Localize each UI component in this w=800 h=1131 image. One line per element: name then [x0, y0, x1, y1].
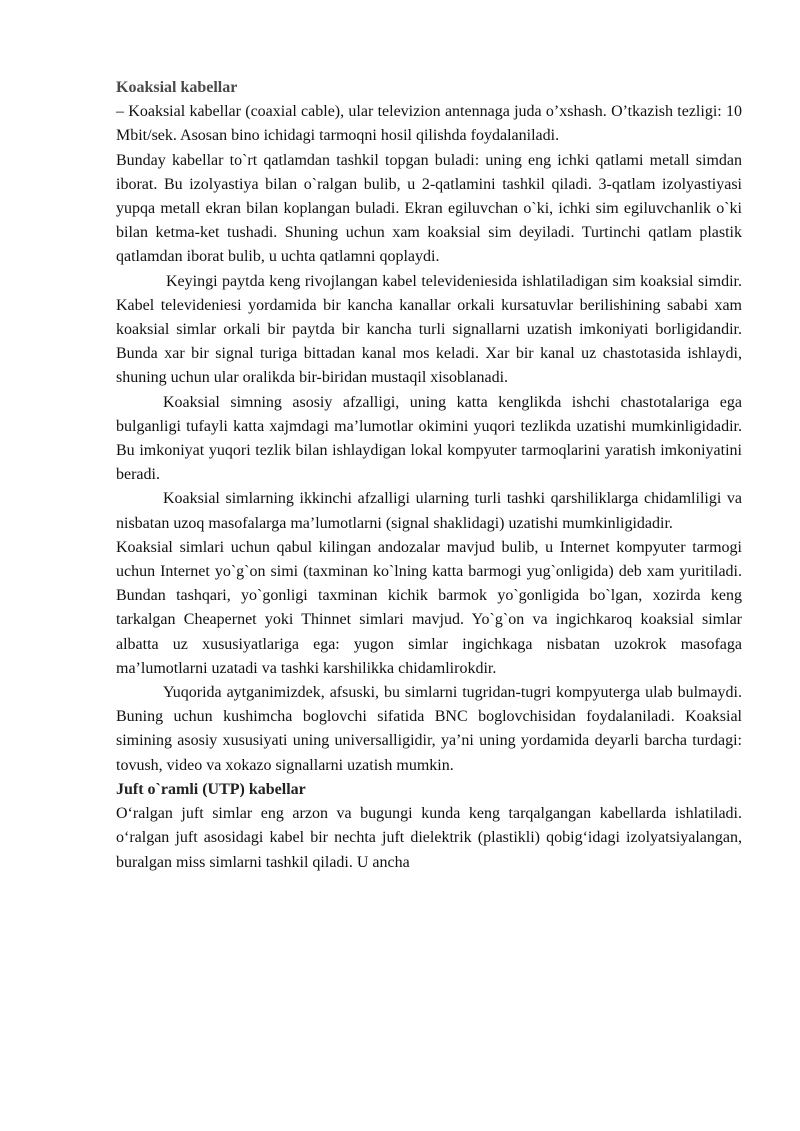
document-page [116, 76, 742, 875]
paragraph-twisted-pair: O‘ralgan juft simlar eng arzon va bugungi kunda keng tarqalgangan kabellarda ishlatiladi. o‘ralgan juft asosidagi kabel bir nechta juft dielektrik (plastikli) qobig‘idagi izolyatsiyalangan, buralgan miss simlarni tashkil qiladi. U ancha [116, 805, 742, 871]
paragraph-advantage-2: Koaksial simlarning ikkinchi afzalligi ularning turli tashki qarshiliklarga chidamliligi va nisbatan uzoq masofalarga ma’lumotlarni (signal shaklidagi) uzatishi mumkinligidadir. [116, 490, 742, 532]
paragraph-standards: Koaksial simlari uchun qabul kilingan andozalar mavjud bulib, u Internet kompyuter tarmogi uchun Internet yo`g`on simi (taxminan ko`lning katta barmogi yug`onligida) deb xam yuritiladi. Bundan tashqari, yo`gonligi taxminan kichik barmok yo`gonligida bo`lgan, xozirda keng tarkalgan Cheapernet yoki Thinnet simlari mavjud. Yo`g`on va ingichkaroq koaksial simlar albatta uz xususiyatlariga ega: yugon simlar ingichkaga nisbatan uzokrok masofaga ma’lumotlarni uzatadi va tashki karshilikka chidamlirokdir. [116, 538, 742, 677]
paragraph-layers: Bunday kabellar to`rt qatlamdan tashkil topgan buladi: uning eng ichki qatlami metall simdan iborat. Bu izolyastiya bilan o`ralgan bulib, u 2-qatlamini tashkil qiladi. 3-qatlam izolyastiyasi yupqa metall ekran bilan koplangan buladi. Ekran egiluvchan o`ki, ichki sim egiluvchanlik o`ki bilan ketma-ket tushadi. Shuning uchun xam koaksial sim deyiladi. Turtinchi qatlam plastik qatlamdan iborat bulib, u uchta qatlamni qoplaydi. [116, 151, 742, 266]
heading-coaxial-cables: Koaksial kabellar [116, 79, 238, 96]
paragraph-cable-tv: Keyingi paytda keng rivojlangan kabel televideniesida ishlatiladigan sim koaksial simdir. Kabel televideniesi yordamida bir kancha kanallar orkali kursatuvlar berilishining sababi xam koaksial simlar orkali bir paytda bir kancha turli signallarni uzatish imkoniyati borligidandir. Bunda xar bir signal turiga bittadan kanal mos keladi. Xar bir kanal uz chastotasida ishlaydi, shuning uchun ular oralikda bir-biridan mustaqil xisoblanadi. [116, 272, 742, 387]
paragraph-advantage-1: Koaksial simning asosiy afzalligi, uning katta kenglikda ishchi chastotalariga ega bulganligi tufayli katta xajmdagi ma’lumotlar okimini yuqori tezlikda uzatishi mumkinligidadir. Bu imkoniyat yuqori tezlik bilan ishlaydigan lokal kompyuter tarmoqlarini yaratish imkoniyatini beradi. [116, 393, 742, 484]
paragraph-bnc-connector: Yuqorida aytganimizdek, afsuski, bu simlarni tugridan-tugri kompyuterga ulab bulmaydi. Buning uchun kushimcha boglovchi sifatida BNC boglovchisidan foydalaniladi. Koaksial simining asosiy xususiyati uning universalligidir, ya’ni uning yordamida deyarli barcha turdagi: tovush, video va xokazo signallarni uzatish mumkin. [116, 684, 742, 774]
paragraph-intro: – Koaksial kabellar (coaxial cable), ular televizion antennaga juda o’xshash. O’tkazish tezligi: 10 Mbit/sek. Asosan bino ichidagi tarmoqni hosil qilishda foydalaniladi. [116, 103, 742, 145]
heading-utp-cables: Juft o`ramli (UTP) kabellar [116, 780, 306, 798]
